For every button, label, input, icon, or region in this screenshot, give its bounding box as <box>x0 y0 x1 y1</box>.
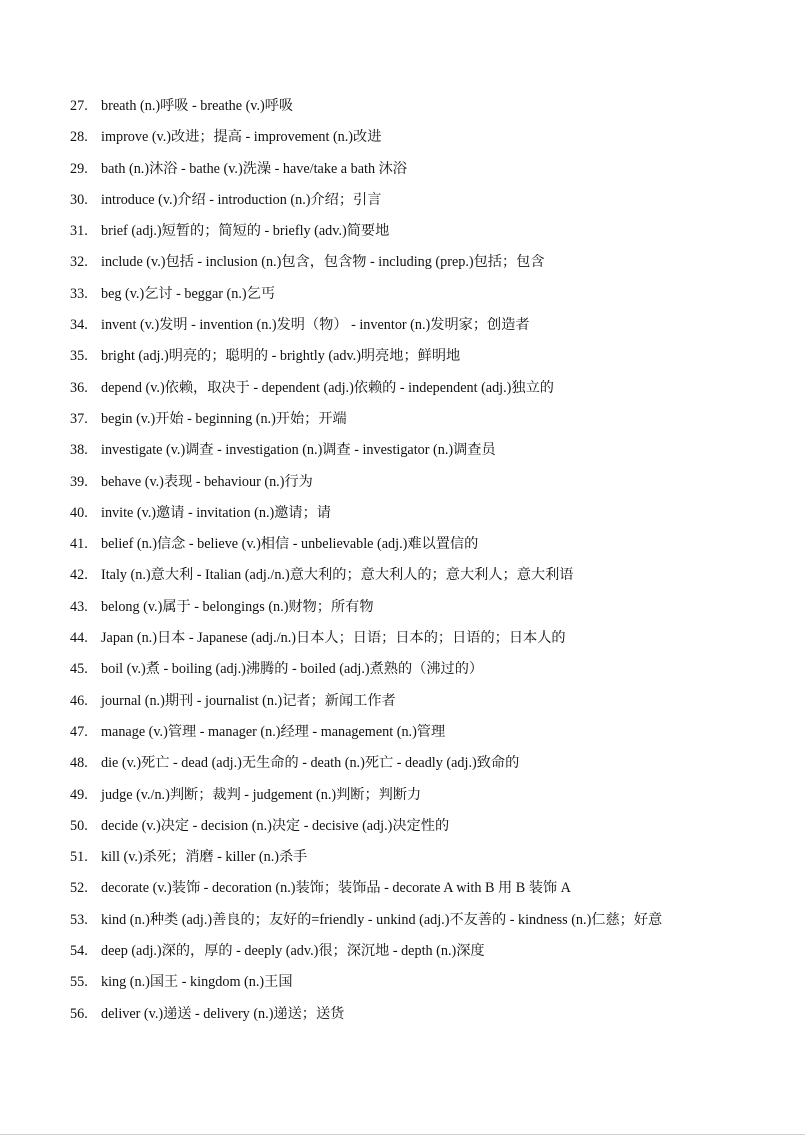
item-text: judge (v./n.)判断；裁判 - judgement (n.)判断；判断力 <box>101 786 422 803</box>
item-number: 32. <box>70 254 88 271</box>
item-text: king (n.)国王 - kingdom (n.)王国 <box>101 974 293 991</box>
item-number: 49. <box>70 786 88 803</box>
item-number: 51. <box>70 849 88 866</box>
item-text: Japan (n.)日本 - Japanese (adj./n.)日本人；日语；日本的；日语的；日本人的 <box>101 630 566 647</box>
item-number: 40. <box>70 504 88 521</box>
list-item <box>70 282 790 313</box>
item-text: bath (n.)沐浴 - bathe (v.)洗澡 - have/take a bath 沐浴 <box>101 160 407 177</box>
item-number: 38. <box>70 442 88 459</box>
item-text: breath (n.)呼吸 - breathe (v.)呼吸 <box>101 98 294 114</box>
item-text: belief (n.)信念 - believe (v.)相信 - unbelievable (adj.)难以置信的 <box>101 536 479 553</box>
item-number: 53. <box>70 911 88 928</box>
list-item <box>70 407 790 438</box>
item-number: 55. <box>70 974 88 991</box>
item-text: introduce (v.)介绍 - introduction (n.)介绍；引言 <box>101 191 382 208</box>
item-text: belong (v.)属于 - belongings (n.)财物；所有物 <box>101 598 374 615</box>
item-number: 34. <box>70 317 88 334</box>
item-number: 50. <box>70 817 88 834</box>
item-text: depend (v.)依赖，取决于 - dependent (adj.)依赖的 - independent (adj.)独立的 <box>101 379 554 396</box>
list-item <box>70 814 790 845</box>
item-text: beg (v.)乞讨 - beggar (n.)乞丐 <box>101 285 276 302</box>
item-number: 47. <box>70 723 88 740</box>
list-item <box>70 939 790 970</box>
list-item <box>70 563 790 594</box>
item-number: 54. <box>70 943 88 960</box>
item-text: invent (v.)发明 - invention (n.)发明（物） - inventor (n.)发明家；创造者 <box>101 317 530 334</box>
list-item <box>70 376 790 407</box>
list-item <box>70 94 790 125</box>
item-number: 30. <box>70 191 88 208</box>
item-number: 48. <box>70 755 88 772</box>
item-number: 27. <box>70 98 88 114</box>
list-item <box>70 188 790 219</box>
item-number: 45. <box>70 661 88 678</box>
list-item <box>70 313 790 344</box>
page-bottom-divider <box>0 1134 805 1135</box>
item-number: 52. <box>70 880 88 897</box>
list-item <box>70 219 790 250</box>
item-number: 28. <box>70 129 88 146</box>
item-number: 35. <box>70 348 88 365</box>
item-text: behave (v.)表现 - behaviour (n.)行为 <box>101 473 313 490</box>
list-item <box>70 689 790 720</box>
item-number: 42. <box>70 567 88 584</box>
list-item <box>70 908 790 939</box>
item-text: Italy (n.)意大利 - Italian (adj./n.)意大利的；意大利人的；意大利人；意大利语 <box>101 567 574 584</box>
list-item <box>70 720 790 751</box>
list-item <box>70 1002 790 1033</box>
item-text: decorate (v.)装饰 - decoration (n.)装饰；装饰品 - decorate A with B 用 B 装饰 A <box>101 880 571 897</box>
item-number: 33. <box>70 285 88 302</box>
list-item <box>70 250 790 281</box>
list-item <box>70 438 790 469</box>
list-item <box>70 751 790 782</box>
item-number: 46. <box>70 692 88 709</box>
item-text: brief (adj.)短暂的；简短的 - briefly (adv.)简要地 <box>101 223 390 240</box>
item-text: journal (n.)期刊 - journalist (n.)记者；新闻工作者 <box>101 692 396 709</box>
item-number: 36. <box>70 379 88 396</box>
item-text: investigate (v.)调查 - investigation (n.)调查 - investigator (n.)调查员 <box>101 442 496 459</box>
item-text: include (v.)包括 - inclusion (n.)包含，包含物 - including (prep.)包括；包含 <box>101 254 545 271</box>
list-item <box>70 532 790 563</box>
list-item <box>70 157 790 188</box>
item-number: 56. <box>70 1005 88 1022</box>
list-item <box>70 657 790 688</box>
item-text: deep (adj.)深的，厚的 - deeply (adv.)很；深沉地 - depth (n.)深度 <box>101 943 485 960</box>
list-item <box>70 845 790 876</box>
item-text: kind (n.)种类 (adj.)善良的；友好的=friendly - unkind (adj.)不友善的 - kindness (n.)仁慈；好意 <box>101 911 663 928</box>
list-item <box>70 344 790 375</box>
list-item <box>70 876 790 907</box>
item-text: begin (v.)开始 - beginning (n.)开始；开端 <box>101 410 347 427</box>
item-text: boil (v.)煮 - boiling (adj.)沸腾的 - boiled (adj.)煮熟的（沸过的） <box>101 661 484 678</box>
item-text: improve (v.)改进；提高 - improvement (n.)改进 <box>101 129 382 146</box>
item-text: invite (v.)邀请 - invitation (n.)邀请；请 <box>101 504 331 521</box>
list-item <box>70 626 790 657</box>
list-item <box>70 783 790 814</box>
item-number: 39. <box>70 473 88 490</box>
list-item <box>70 125 790 156</box>
list-item <box>70 970 790 1001</box>
item-text: kill (v.)杀死；消磨 - killer (n.)杀手 <box>101 849 308 866</box>
item-text: die (v.)死亡 - dead (adj.)无生命的 - death (n.)死亡 - deadly (adj.)致命的 <box>101 755 520 772</box>
item-text: bright (adj.)明亮的；聪明的 - brightly (adv.)明亮地；鲜明地 <box>101 348 461 365</box>
item-number: 41. <box>70 536 88 553</box>
item-number: 37. <box>70 410 88 427</box>
list-item <box>70 595 790 626</box>
item-number: 44. <box>70 630 88 647</box>
item-number: 29. <box>70 160 88 177</box>
item-text: decide (v.)决定 - decision (n.)决定 - decisive (adj.)决定性的 <box>101 817 450 834</box>
list-item <box>70 470 790 501</box>
list-item <box>70 501 790 532</box>
item-number: 43. <box>70 598 88 615</box>
item-text: deliver (v.)递送 - delivery (n.)递送；送货 <box>101 1005 345 1022</box>
vocabulary-list <box>70 94 790 1033</box>
item-number: 31. <box>70 223 88 240</box>
item-text: manage (v.)管理 - manager (n.)经理 - management (n.)管理 <box>101 723 446 740</box>
